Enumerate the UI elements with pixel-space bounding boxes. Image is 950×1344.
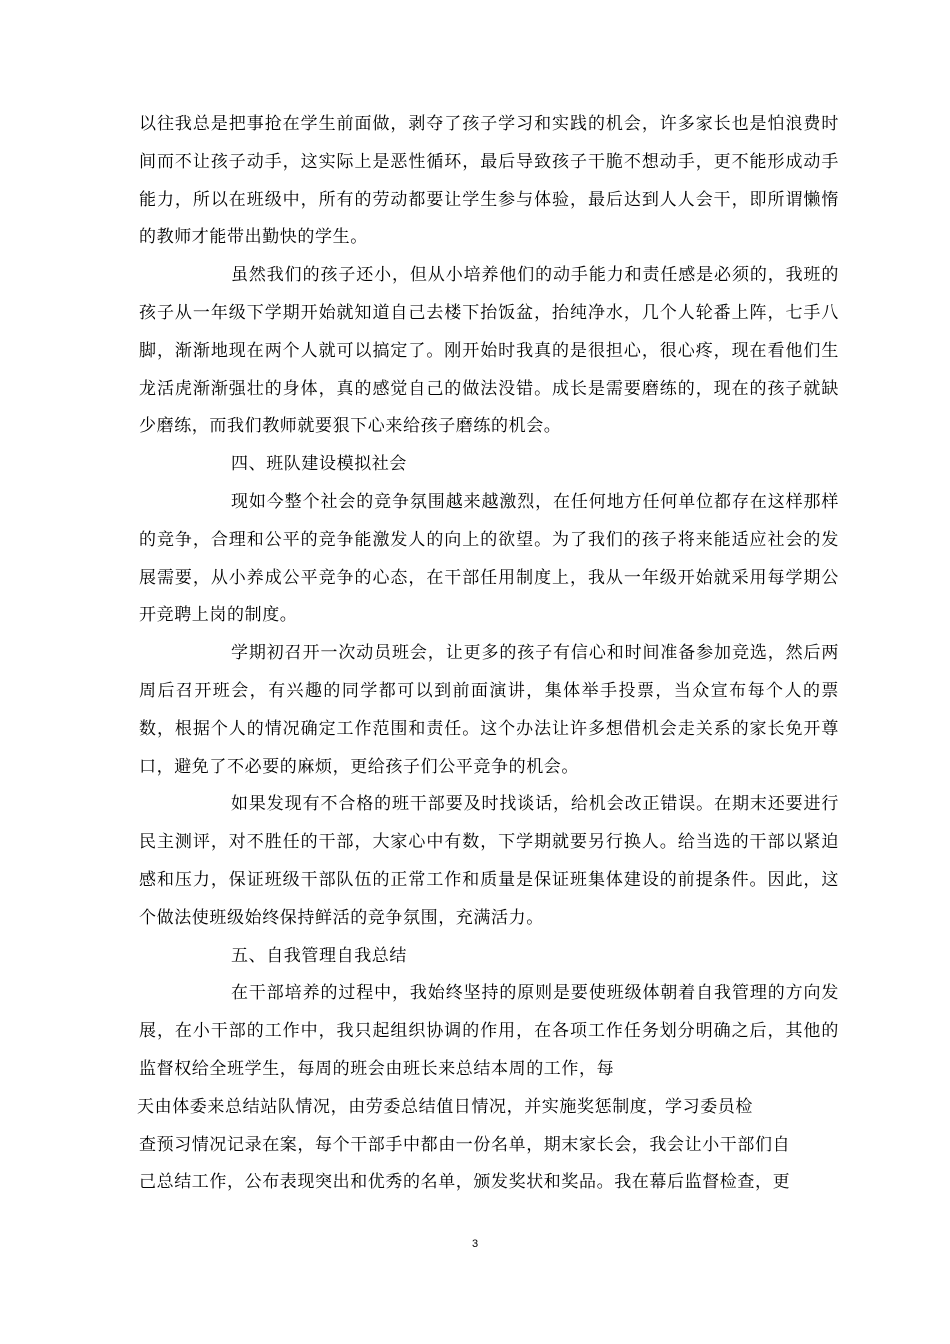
section-heading-five: 五、自我管理自我总结 (231, 945, 407, 966)
paragraph-evaluation: 如果发现有不合格的班干部要及时找谈话，给机会改正错误。在期末还要进行民主测评，对不胜任的干部，大家心中有数，下学期就要另行换人。给当选的干部以紧迫感和压力，保证班级干部队伍的正常工作和质量是保证班集体建设的前提条件。因此，这个做法使班级始终保持鲜活的竞争氛围，充满活力。 (139, 794, 839, 928)
text-line: 己总结工作，公布表现突出和优秀的名单，颁发奖状和奖品。我在幕后监督检查，更 (139, 1172, 791, 1193)
paragraph-labor-participation: 以往我总是把事抢在学生前面做，剥夺了孩子学习和实践的机会，许多家长也是怕浪费时间而不让孩子动手，这实际上是恶性循环，最后导致孩子干脆不想动手，更不能形成动手能力，所以在班级中，所有的劳动都要让学生参与体验，最后达到人人会干，即所谓懒惰的教师才能带出勤快的学生。 (139, 114, 839, 248)
text-line: 天由体委来总结站队情况，由劳委总结值日情况，并实施奖惩制度，学习委员检 (137, 1096, 753, 1117)
text-line: 查预习情况记录在案，每个干部手中都由一份名单，期末家长会，我会让小干部们自 (139, 1134, 791, 1155)
section-heading-four: 四、班队建设模拟社会 (231, 454, 407, 475)
paragraph-self-management: 在干部培养的过程中，我始终坚持的原则是要使班级体朝着自我管理的方向发展，在小干部的工作中，我只起组织协调的作用，在各项工作任务划分明确之后，其他的监督权给全班学生，每周的班会由班长来总结本周的工作，每 (139, 983, 839, 1079)
paragraph-fair-competition: 现如今整个社会的竞争氛围越来越激烈，在任何地方任何单位都存在这样那样的竞争，合理和公平的竞争能激发人的向上的欲望。为了我们的孩子将来能适应社会的发展需要，从小养成公平竞争的心态，在干部任用制度上，我从一年级开始就采用每学期公开竞聘上岗的制度。 (139, 491, 839, 626)
paragraph-election-meeting: 学期初召开一次动员班会，让更多的孩子有信心和时间准备参加竞选，然后两周后召开班会，有兴趣的同学都可以到前面演讲，集体举手投票，当众宣布每个人的票数，根据个人的情况确定工作范围和责任。这个办法让许多想借机会走关系的家长免开尊口，避免了不必要的麻烦，更给孩子们公平竞争的机会。 (139, 643, 839, 777)
body-text (139, 106, 839, 1202)
paragraph-hands-on-ability: 虽然我们的孩子还小，但从小培养他们的动手能力和责任感是必须的，我班的孩子从一年级下学期开始就知道自己去楼下抬饭盆，抬纯净水，几个人轮番上阵，七手八脚，渐渐地现在两个人就可以搞定了。刚开始时我真的是很担心，很心疼，现在看他们生龙活虎渐渐强壮的身体，真的感觉自己的做法没错。成长是需要磨练的，现在的孩子就缺少磨练，而我们教师就要狠下心来给孩子磨练的机会。 (139, 265, 839, 437)
page-number: 3 (471, 1238, 479, 1250)
